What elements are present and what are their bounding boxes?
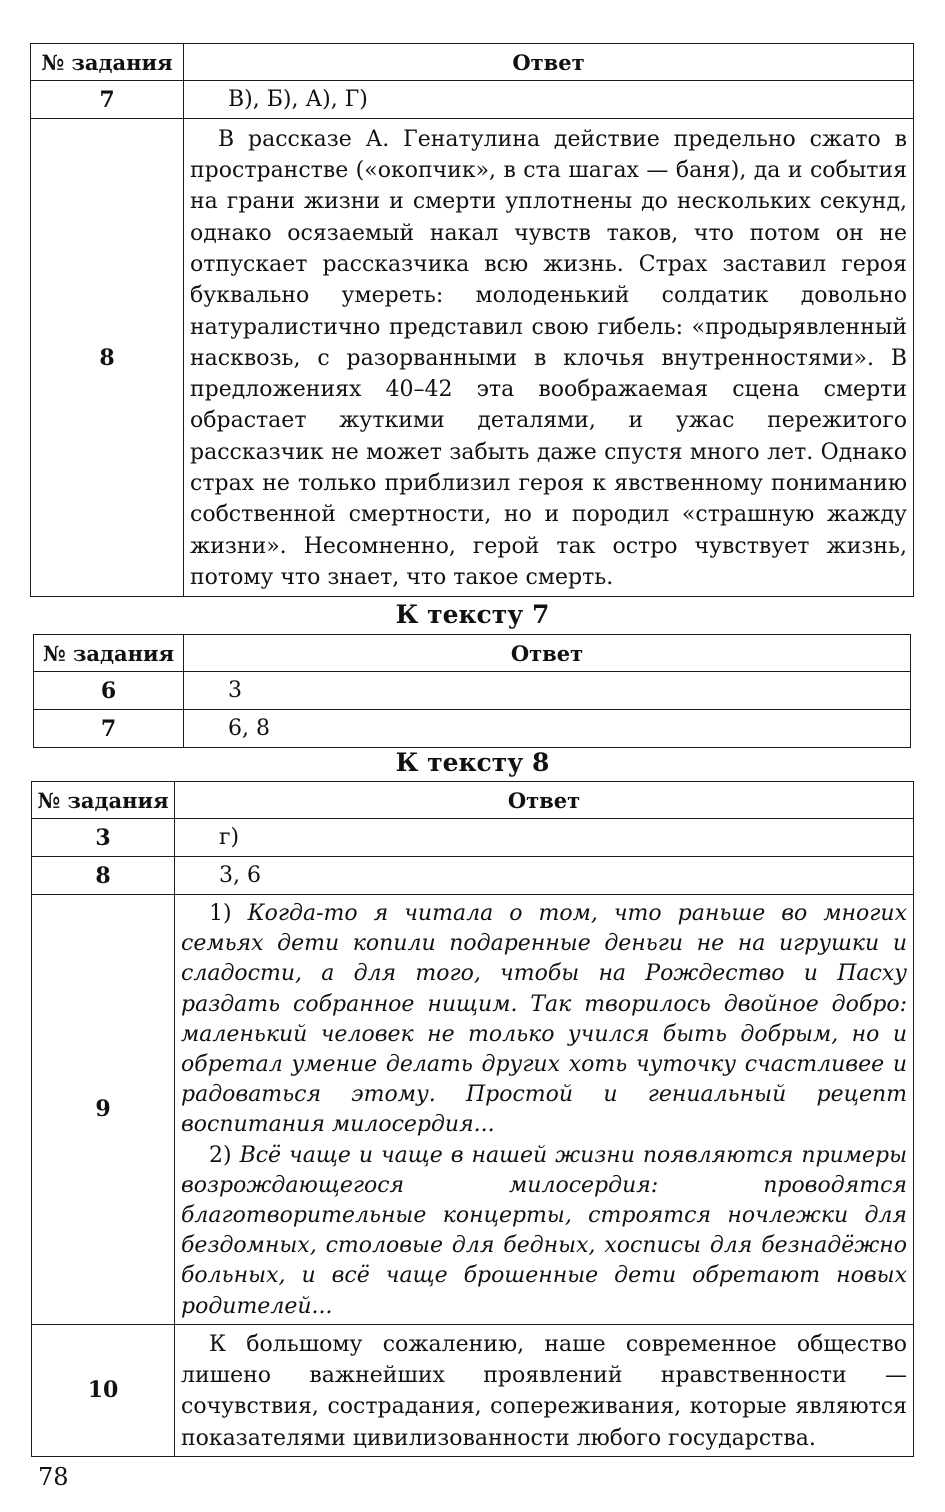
answer-cell: г) xyxy=(175,819,914,857)
section-heading: К тексту 8 xyxy=(395,748,550,777)
item-marker: 2) xyxy=(209,1142,232,1168)
paragraph-text: Когда-то я читала о том, что раньше во многих семьях дети копили подаренные деньги не на игрушки и сладости, а для того, чтобы на Рождество и Пасху раздать собранное нищим. Так творилось двойное добро: маленький человек не только учился быть добрым, но и обретал умение делать других хоть чуточку счастливее и радоваться этому. Простой и гениальный рецепт воспитания милосердия... xyxy=(181,901,907,1138)
answers-table-3 xyxy=(31,781,914,1457)
task-number: 3 xyxy=(32,819,175,857)
table-row xyxy=(32,857,914,895)
page-number: 78 xyxy=(38,1463,69,1491)
task-number: 7 xyxy=(34,710,184,748)
header-answer: Ответ xyxy=(184,44,914,81)
section-heading: К тексту 7 xyxy=(395,600,550,629)
answer-paragraph: В рассказе А. Генатулина действие предельно сжато в пространстве («окопчик», в ста шагах — баня), да и события на грани жизни и смерти уплотнены до нескольких секунд, однако осязаемый накал чувств таков, что потом он не отпускает рассказчика всю жизнь. Страх заставил героя буквально умереть: молоденький солдатик довольно натуралистично представил свою гибель: «продырявленный насквозь, с разорванными в клочья внутренностями». В предложениях 40–42 эта воображаемая сцена смерти обрастает жуткими деталями, и ужас пережитого рассказчик не может забыть даже спустя много лет. Однако страх не только приблизил героя к явственному пониманию собственной смертности, но и породил «страшную жажду жизни». Несомненно, герой так остро чувствует жизнь, потому что знает, что такое смерть. xyxy=(190,126,907,590)
answer-paragraph: К большому сожалению, наше современное общество лишено важнейших проявлений нравственности — сочувствия, сострадания, сопереживания, которые являются показателями цивилизованности любого государства. xyxy=(181,1331,907,1451)
task-number: 7 xyxy=(31,81,184,119)
answer-cell xyxy=(175,1324,914,1456)
answer-paragraph xyxy=(181,1141,907,1322)
answer-cell: 3 xyxy=(184,672,911,710)
header-answer: Ответ xyxy=(175,782,914,819)
table-row xyxy=(31,81,914,119)
header-answer: Ответ xyxy=(184,635,911,672)
answer-cell xyxy=(175,895,914,1325)
task-number: 6 xyxy=(34,672,184,710)
answer-cell: 3, 6 xyxy=(175,857,914,895)
answer-cell: В), Б), А), Г) xyxy=(184,81,914,119)
header-task-number: № задания xyxy=(31,44,184,81)
table-header-row xyxy=(34,635,911,672)
table-row xyxy=(32,1324,914,1456)
task-number: 8 xyxy=(31,119,184,597)
paragraph-text: Всё чаще и чаще в нашей жизни появляются примеры возрождающегося милосердия: проводятся благотворительные концерты, строятся ночлежки для бездомных, столовые для бедных, хосписы для безнадёжно больных, и всё чаще брошенные дети обретают новых родителей... xyxy=(181,1142,907,1319)
table-row xyxy=(31,119,914,597)
answers-table-2 xyxy=(33,634,911,748)
table-row xyxy=(32,895,914,1325)
table-header-row xyxy=(32,782,914,819)
task-number: 9 xyxy=(32,895,175,1325)
task-number: 8 xyxy=(32,857,175,895)
task-number: 10 xyxy=(32,1324,175,1456)
answer-cell: 6, 8 xyxy=(184,710,911,748)
table-row xyxy=(34,710,911,748)
table-row xyxy=(34,672,911,710)
header-task-number: № задания xyxy=(32,782,175,819)
answers-table-1 xyxy=(30,43,914,597)
table-row xyxy=(32,819,914,857)
header-task-number: № задания xyxy=(34,635,184,672)
item-marker: 1) xyxy=(209,901,232,926)
table-header-row xyxy=(31,44,914,81)
answer-paragraph xyxy=(181,899,907,1141)
answer-cell xyxy=(184,119,914,597)
